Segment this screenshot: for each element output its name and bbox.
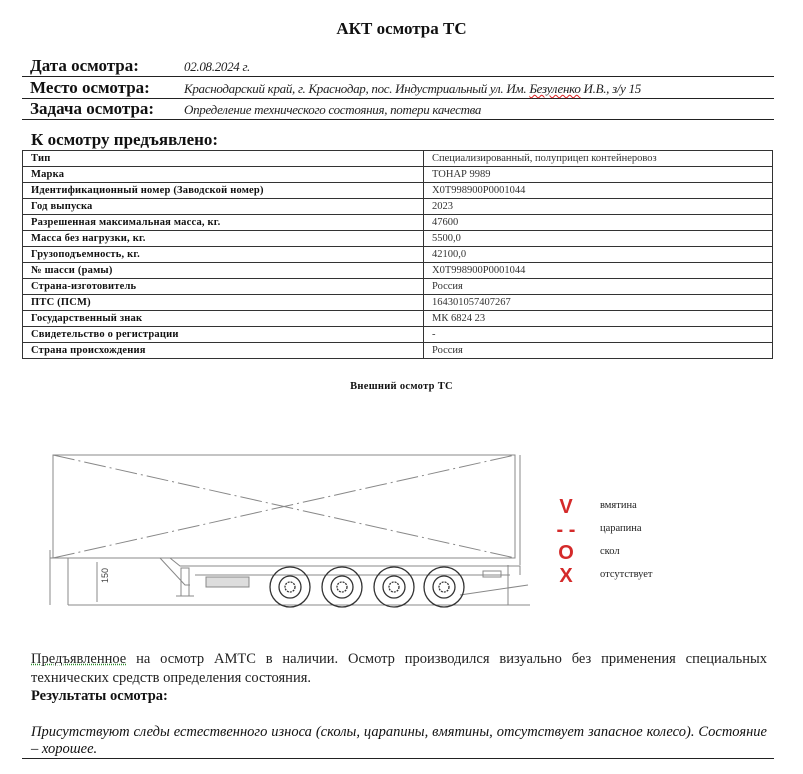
spec-value: 2023 [424, 199, 773, 215]
legend-item [555, 496, 685, 518]
header-row-task [22, 99, 774, 120]
legend-label: царапина [600, 523, 642, 534]
chip-mark-icon: O [558, 542, 574, 564]
spec-key: Масса без нагрузки, кг. [23, 231, 424, 247]
wheel [374, 567, 414, 607]
spec-key: Марка [23, 167, 424, 183]
spec-value: Россия [424, 343, 773, 359]
legend-item [555, 519, 685, 541]
spec-row [23, 215, 773, 231]
side-box [206, 577, 249, 587]
wheels [270, 567, 464, 607]
header-row-date [22, 56, 774, 77]
header-row-place [22, 78, 774, 99]
rear-light-box [483, 571, 501, 577]
spec-key: Тип [23, 151, 424, 167]
spec-value: 42100,0 [424, 247, 773, 263]
spec-row [23, 263, 773, 279]
spec-value: 164301057407267 [424, 295, 773, 311]
wheel [424, 567, 464, 607]
document-title: АКТ осмотра ТС [336, 19, 467, 38]
legend-item [555, 542, 685, 564]
dent-mark-icon: V [559, 496, 573, 518]
spec-key: ПТС (ПСМ) [23, 295, 424, 311]
chassis-frame [50, 558, 520, 575]
statement-text: на осмотр АМТС в наличии. Осмотр производился визуально без применения специальных технических средств определения состояния. [31, 651, 767, 686]
spec-value: X0T998900P0001044 [424, 183, 773, 199]
task-value: Определение технического состояния, потери качества [184, 102, 482, 117]
spec-row [23, 151, 773, 167]
place-value-prefix: Краснодарский край, г. Краснодар, пос. Индустриальный ул. Им. [184, 81, 530, 96]
missing-mark-icon: X [559, 565, 573, 587]
wheel [322, 567, 362, 607]
place-value-suffix: И.В., з/у 15 [580, 81, 641, 96]
spec-row [23, 247, 773, 263]
legend-item [555, 565, 685, 587]
statement-flagged-word: Предъявленное [31, 651, 127, 667]
spec-key: Страна-изготовитель [23, 279, 424, 295]
place-value-misspelled-word: Безуленко [529, 81, 581, 96]
results-text: Присутствуют следы естественного износа (сколы, царапины, вмятины, отсутствует запасное колесо). Состояние – хорошее. [31, 724, 767, 757]
spec-row [23, 231, 773, 247]
place-value [184, 81, 641, 97]
spec-value: Специализированный, полуприцеп контейнеровоз [424, 151, 773, 167]
spec-row [23, 279, 773, 295]
date-label: Дата осмотра: [30, 56, 139, 75]
spec-key: № шасси (рамы) [23, 263, 424, 279]
spec-row [23, 327, 773, 343]
spec-key: Страна происхождения [23, 343, 424, 359]
vehicle-spec-table [22, 150, 773, 359]
spec-row [23, 167, 773, 183]
spec-row [23, 295, 773, 311]
spec-value: 47600 [424, 215, 773, 231]
spec-key: Разрешенная максимальная масса, кг. [23, 215, 424, 231]
spec-key: Идентификационный номер (Заводской номер) [23, 183, 424, 199]
scratch-mark-icon: - - [556, 519, 576, 541]
presented-section-title: К осмотру предъявлено: [31, 130, 219, 149]
spec-key: Свидетельство о регистрации [23, 327, 424, 343]
spec-value: - [424, 327, 773, 343]
legend-label: вмятина [600, 500, 637, 511]
bottom-rule [22, 758, 774, 759]
spec-row [23, 311, 773, 327]
exterior-inspection-title: Внешний осмотр ТС [350, 381, 453, 392]
results-title: Результаты осмотра: [31, 688, 168, 704]
spec-value: Россия [424, 279, 773, 295]
legend-label: отсутствует [600, 569, 653, 580]
task-label: Задача осмотра: [30, 99, 155, 118]
legend-label: скол [600, 546, 620, 557]
date-value: 02.08.2024 г. [184, 59, 251, 74]
trailer-side-view-drawing [40, 440, 540, 620]
spec-row [23, 199, 773, 215]
spec-value: ТОНАР 9989 [424, 167, 773, 183]
spec-value: МК 6824 23 [424, 311, 773, 327]
place-label: Место осмотра: [30, 78, 150, 97]
spec-row [23, 343, 773, 359]
spec-key: Грузоподъемность, кг. [23, 247, 424, 263]
spec-key: Государственный знак [23, 311, 424, 327]
spec-value: X0T998900P0001044 [424, 263, 773, 279]
dimension-label: 150 [100, 567, 110, 583]
spec-value: 5500,0 [424, 231, 773, 247]
spec-row [23, 183, 773, 199]
spec-key: Год выпуска [23, 199, 424, 215]
rear-bumper [460, 585, 528, 595]
wheel [270, 567, 310, 607]
inspection-statement [31, 650, 767, 688]
